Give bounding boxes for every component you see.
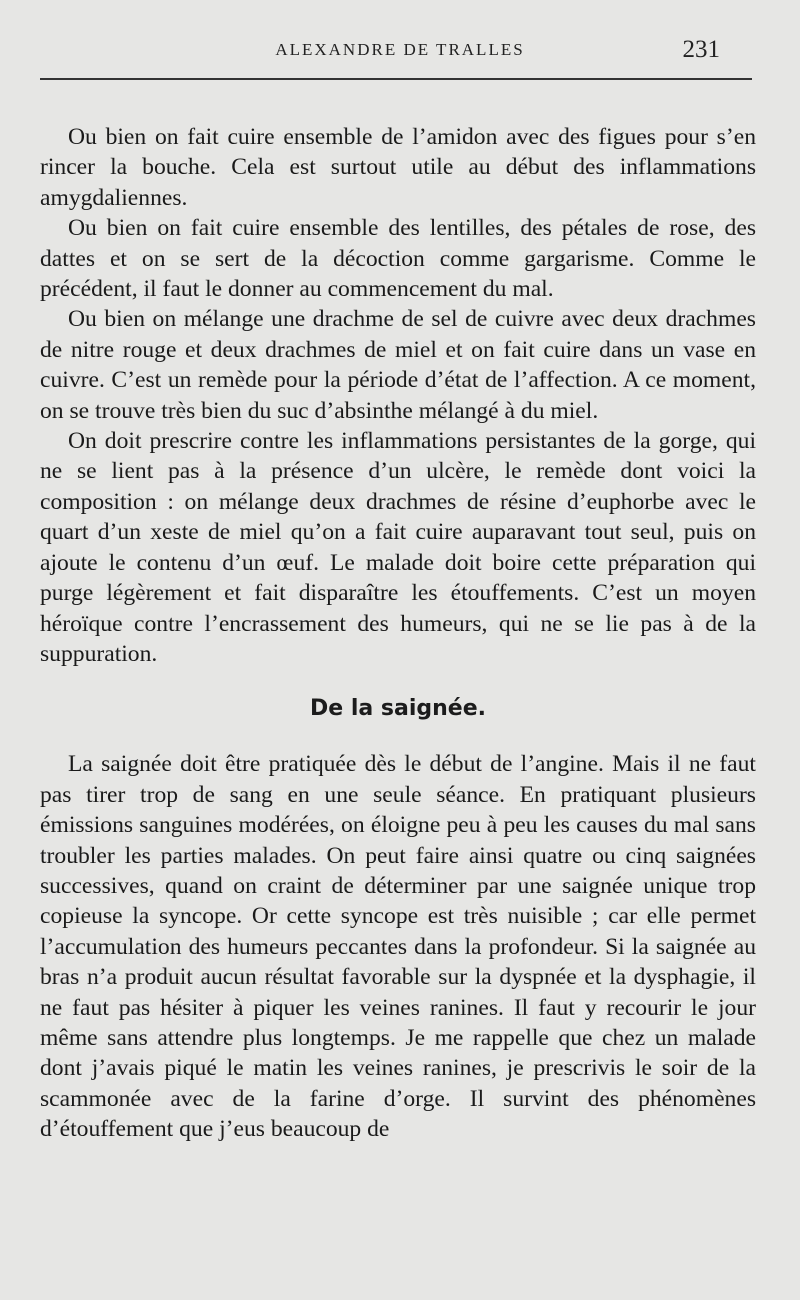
running-head (40, 36, 760, 66)
paragraph: La saignée doit être pratiquée dès le début de l’angine. Mais il ne faut pas tirer trop de sang en une seule séance. En pratiquant plusieurs émissions sanguines modérées, on éloigne peu à peu les causes du mal sans troubler les parties malades. On peut faire ainsi quatre ou cinq saignées successives, quand on craint de déterminer par une saignée unique trop copieuse la syncope. Or cette syncope est très nuisible ; car elle permet l’accumulation des humeurs peccantes dans la profondeur. Si la saignée au bras n’a produit aucun résultat favorable sur la dyspnée et la dysphagie, il ne faut pas hésiter à piquer les veines ranines. Il faut y recourir le jour même sans attendre plus longtemps. Je me rappelle que chez un malade dont j’avais piqué le matin les veines ranines, je prescrivis le soir de la scammonée avec de la farine d’orge. Il survint des phénomènes d’étouffement que j’eus beaucoup de (40, 751, 756, 1143)
page-number: 231 (682, 36, 720, 63)
paragraph: Ou bien on fait cuire ensemble de l’amidon avec des figues pour s’en rincer la bouche. Cela est surtout utile au début des inflammations amygdaliennes. (40, 124, 756, 211)
paragraph: Ou bien on fait cuire ensemble des lentilles, des pétales de rose, des dattes et on se sert de la décoction comme gargarisme. Comme le précédent, il faut le donner au commencement du mal. (40, 215, 756, 303)
paragraph: Ou bien on mélange une drachme de sel de cuivre avec deux drachmes de nitre rouge et deux drachmes de miel et on fait cuire dans un vase en cuivre. C’est un remède pour la période d’état de l’affection. A ce moment, on se trouve très bien du suc d’absinthe mélangé à du miel. (40, 306, 756, 424)
section-heading: De la saignée. (310, 696, 486, 722)
running-title: ALEXANDRE DE TRALLES (275, 40, 525, 59)
header-rule (40, 78, 752, 80)
paragraph: On doit prescrire contre les inflammations persistantes de la gorge, qui ne se lient pas à la présence d’un ulcère, le remède dont voici la composition : on mélange deux drachmes de résine d’euphorbe avec le quart d’un xeste de miel qu’on a fait cuire auparavant tout seul, puis on ajoute le contenu d’un œuf. Le malade doit boire cette préparation qui purge légèrement et fait disparaître les étouffements. C’est un moyen héroïque contre l’encrassement des humeurs, qui ne se lie pas à de la suppuration. (40, 428, 756, 667)
body-text (40, 122, 756, 1145)
